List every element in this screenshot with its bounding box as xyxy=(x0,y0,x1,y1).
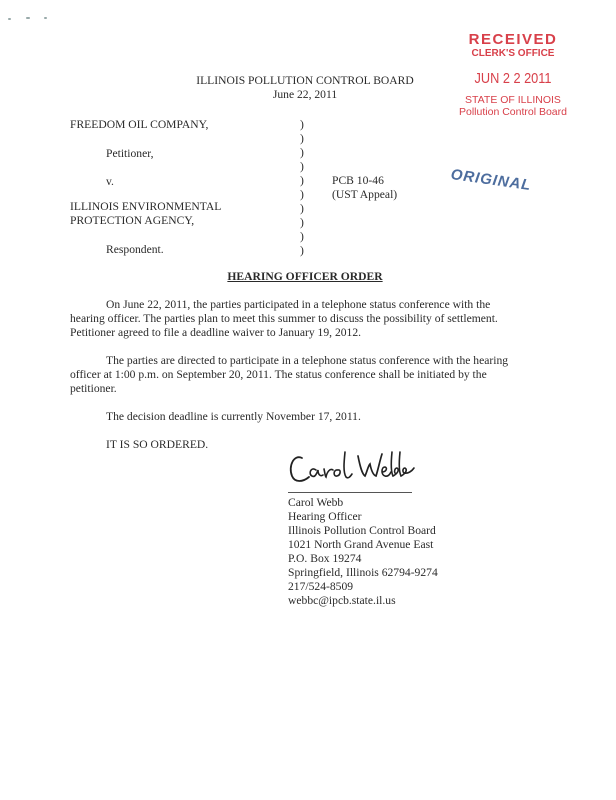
caption-paren: ) xyxy=(300,216,304,229)
signer-organization: Illinois Pollution Control Board xyxy=(288,524,436,537)
caption-paren: ) xyxy=(300,244,304,257)
paragraph-1-line-1: On June 22, 2011, the parties participated in a telephone status conference with the xyxy=(106,298,491,311)
received-stamp xyxy=(448,32,578,118)
stamp-state: STATE OF ILLINOIS xyxy=(465,94,561,106)
versus: v. xyxy=(106,175,114,188)
stamp-date: JUN 2 2 2011 xyxy=(474,70,552,87)
respondent-name-line2: PROTECTION AGENCY, xyxy=(70,214,195,227)
caption-paren: ) xyxy=(300,188,304,201)
signer-street-address: 1021 North Grand Avenue East xyxy=(288,538,434,551)
signer-email: webbc@ipcb.state.il.us xyxy=(288,594,396,607)
signer-po-box: P.O. Box 19274 xyxy=(288,552,362,565)
caption-paren: ) xyxy=(300,160,304,173)
signer-phone: 217/524-8509 xyxy=(288,580,354,593)
order-date: June 22, 2011 xyxy=(272,88,338,101)
caption-paren: ) xyxy=(300,132,304,145)
paragraph-2-line-1: The parties are directed to participate in a telephone status conference with the hearing xyxy=(106,354,509,367)
handwritten-signature xyxy=(284,444,418,490)
petitioner-role: Petitioner, xyxy=(106,147,154,160)
stamp-clerks-office: CLERK'S OFFICE xyxy=(471,48,555,59)
so-ordered: IT IS SO ORDERED. xyxy=(106,438,209,451)
respondent-role: Respondent. xyxy=(106,243,164,256)
signature-line xyxy=(288,492,412,493)
board-heading: ILLINOIS POLLUTION CONTROL BOARD xyxy=(196,74,414,87)
caption-paren: ) xyxy=(300,230,304,243)
respondent-name-line1: ILLINOIS ENVIRONMENTAL xyxy=(70,200,222,213)
stamp-board: Pollution Control Board xyxy=(459,106,567,118)
paragraph-3: The decision deadline is currently November 17, 2011. xyxy=(106,410,361,423)
order-title: HEARING OFFICER ORDER xyxy=(227,270,383,283)
paragraph-2-line-2: officer at 1:00 p.m. on September 20, 2011. The status conference shall be initiated by the xyxy=(70,368,487,381)
signer-city-state-zip: Springfield, Illinois 62794-9274 xyxy=(288,566,438,579)
caption-paren: ) xyxy=(300,118,304,131)
paragraph-1-line-3: Petitioner agreed to file a deadline waiver to January 19, 2012. xyxy=(70,326,362,339)
scan-speck xyxy=(8,18,11,20)
paragraph-2-line-3: petitioner. xyxy=(70,382,117,395)
caption-paren: ) xyxy=(300,202,304,215)
caption-paren: ) xyxy=(300,174,304,187)
case-number: PCB 10-46 xyxy=(332,174,384,187)
scan-speck xyxy=(26,17,30,19)
signer-title: Hearing Officer xyxy=(288,510,362,523)
signer-name: Carol Webb xyxy=(288,496,344,509)
case-type: (UST Appeal) xyxy=(332,188,398,201)
stamp-received: RECEIVED xyxy=(468,31,558,48)
scan-speck xyxy=(44,17,47,19)
caption-paren: ) xyxy=(300,146,304,159)
original-stamp: ORIGINAL xyxy=(449,166,533,195)
petitioner-name: FREEDOM OIL COMPANY, xyxy=(70,118,209,131)
paragraph-1-line-2: hearing officer. The parties plan to meet this summer to discuss the possibility of settlement. xyxy=(70,312,498,325)
signature-block xyxy=(288,496,488,608)
